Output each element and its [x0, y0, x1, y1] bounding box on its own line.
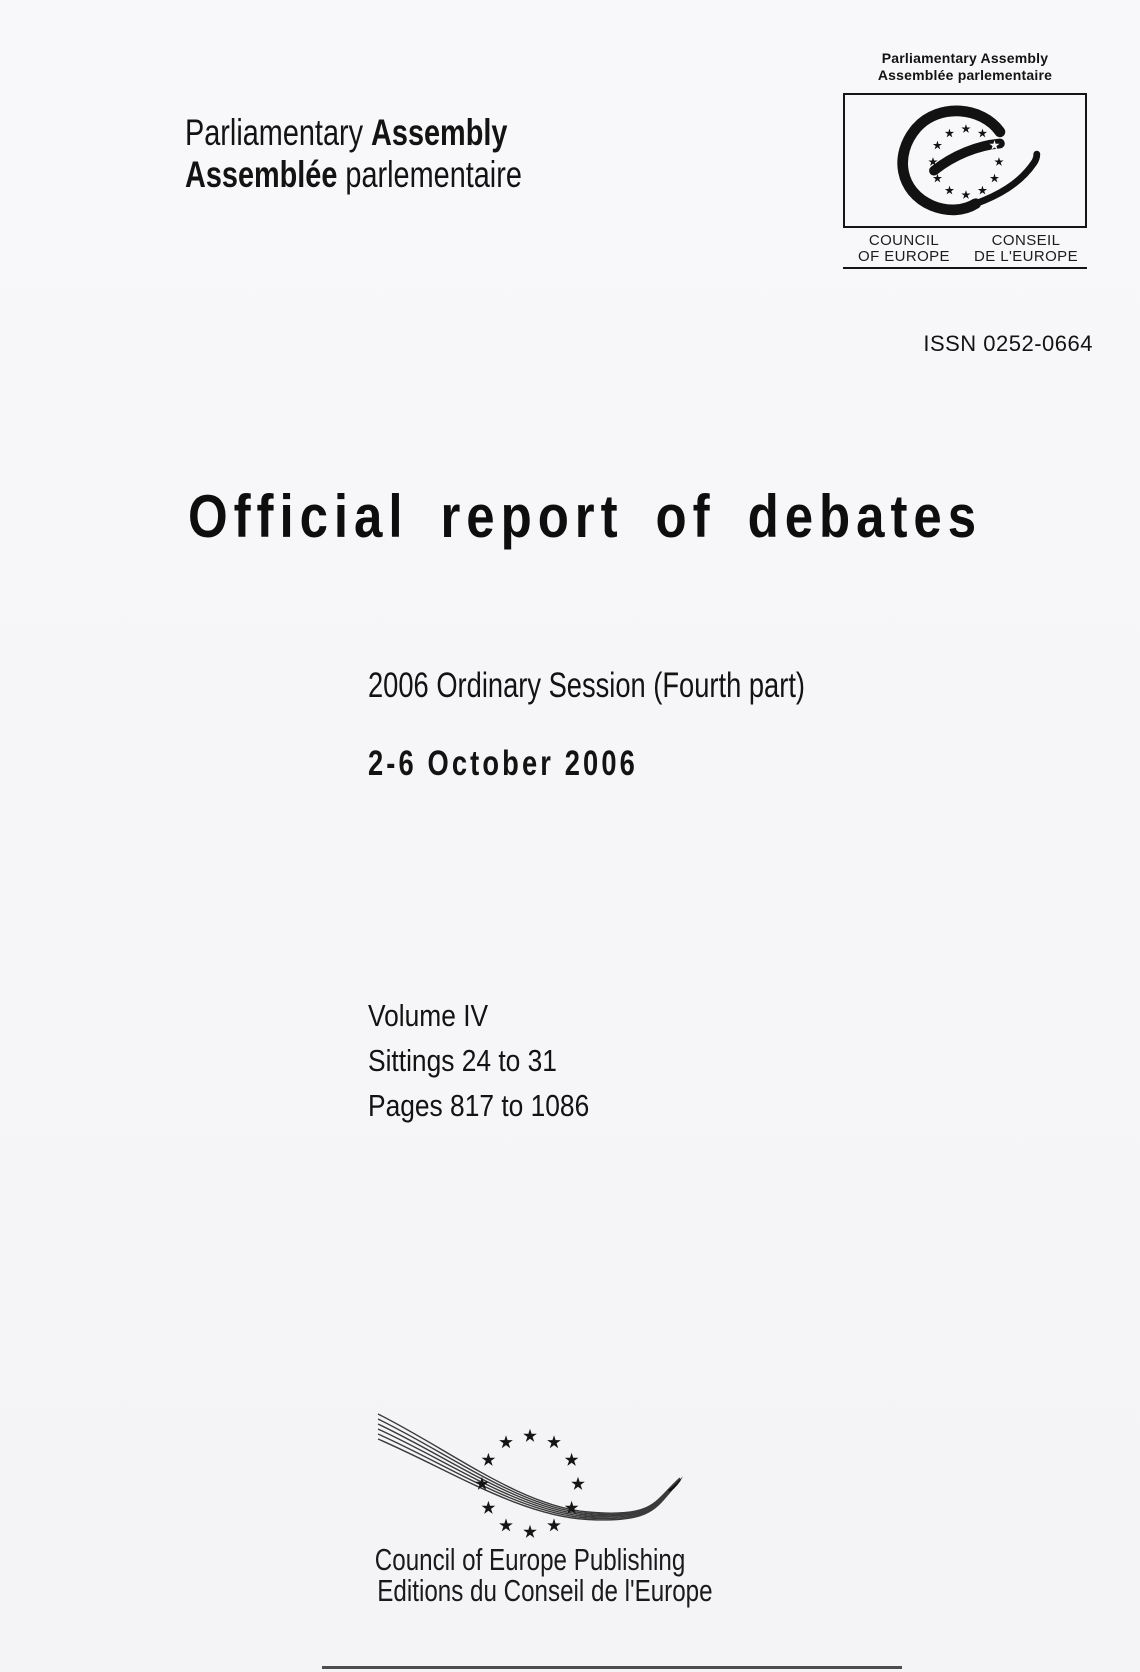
bottom-edge-line — [322, 1666, 902, 1669]
pages-line — [368, 1083, 628, 1128]
logo-caption — [843, 50, 1087, 84]
session-dates — [368, 744, 714, 784]
council-en-line2: OF EUROPE — [858, 248, 950, 265]
council-fr-line1: CONSEIL — [991, 232, 1061, 249]
sittings-line — [368, 1038, 628, 1083]
session-dates-text: 2-6 October 2006 — [368, 744, 638, 783]
council-en-line1: COUNCIL — [868, 232, 940, 249]
issn-number: ISSN 0252-0664 — [923, 331, 1093, 356]
volume-info — [368, 993, 628, 1128]
pages-range: Pages 817 to 1086 — [368, 1088, 590, 1123]
publisher-fr-text: Editions du Conseil de l'Europe — [377, 1573, 713, 1608]
masthead-en-regular: Parliamentary — [185, 112, 372, 153]
session-text: 2006 Ordinary Session (Fourth part) — [368, 666, 806, 705]
publisher-line-en — [330, 1544, 730, 1575]
council-fr-line2: DE L'EUROPE — [974, 248, 1078, 265]
session-line — [368, 666, 928, 706]
council-label-en — [843, 233, 965, 265]
logo-caption-line1: Parliamentary Assembly — [881, 50, 1049, 66]
masthead-line-en — [185, 112, 617, 154]
council-of-europe-logo-box — [843, 93, 1087, 228]
council-rule-divider — [843, 267, 1087, 269]
sittings-range: Sittings 24 to 31 — [368, 1043, 557, 1078]
council-label-fr — [965, 233, 1087, 265]
masthead-line-fr — [185, 154, 617, 196]
page-title-text: Official report of debates — [188, 483, 983, 550]
masthead — [185, 112, 617, 196]
masthead-en-bold: Assembly — [371, 112, 508, 153]
volume-number: Volume IV — [368, 998, 489, 1033]
masthead-fr-regular: parlementaire — [337, 154, 522, 195]
page-title — [188, 482, 1122, 551]
council-of-europe-e-logo-icon — [845, 95, 1085, 226]
logo-caption-line2: Assemblée parlementaire — [877, 67, 1053, 83]
volume-line — [368, 993, 628, 1038]
publisher-imprint — [330, 1544, 730, 1606]
publishing-logo — [370, 1406, 690, 1558]
publisher-line-fr — [330, 1575, 730, 1606]
masthead-fr-bold: Assemblée — [185, 154, 338, 195]
europe-stars-swoosh-icon — [370, 1406, 690, 1558]
publisher-en-text: Council of Europe Publishing — [374, 1542, 686, 1577]
council-labels — [843, 233, 1087, 265]
